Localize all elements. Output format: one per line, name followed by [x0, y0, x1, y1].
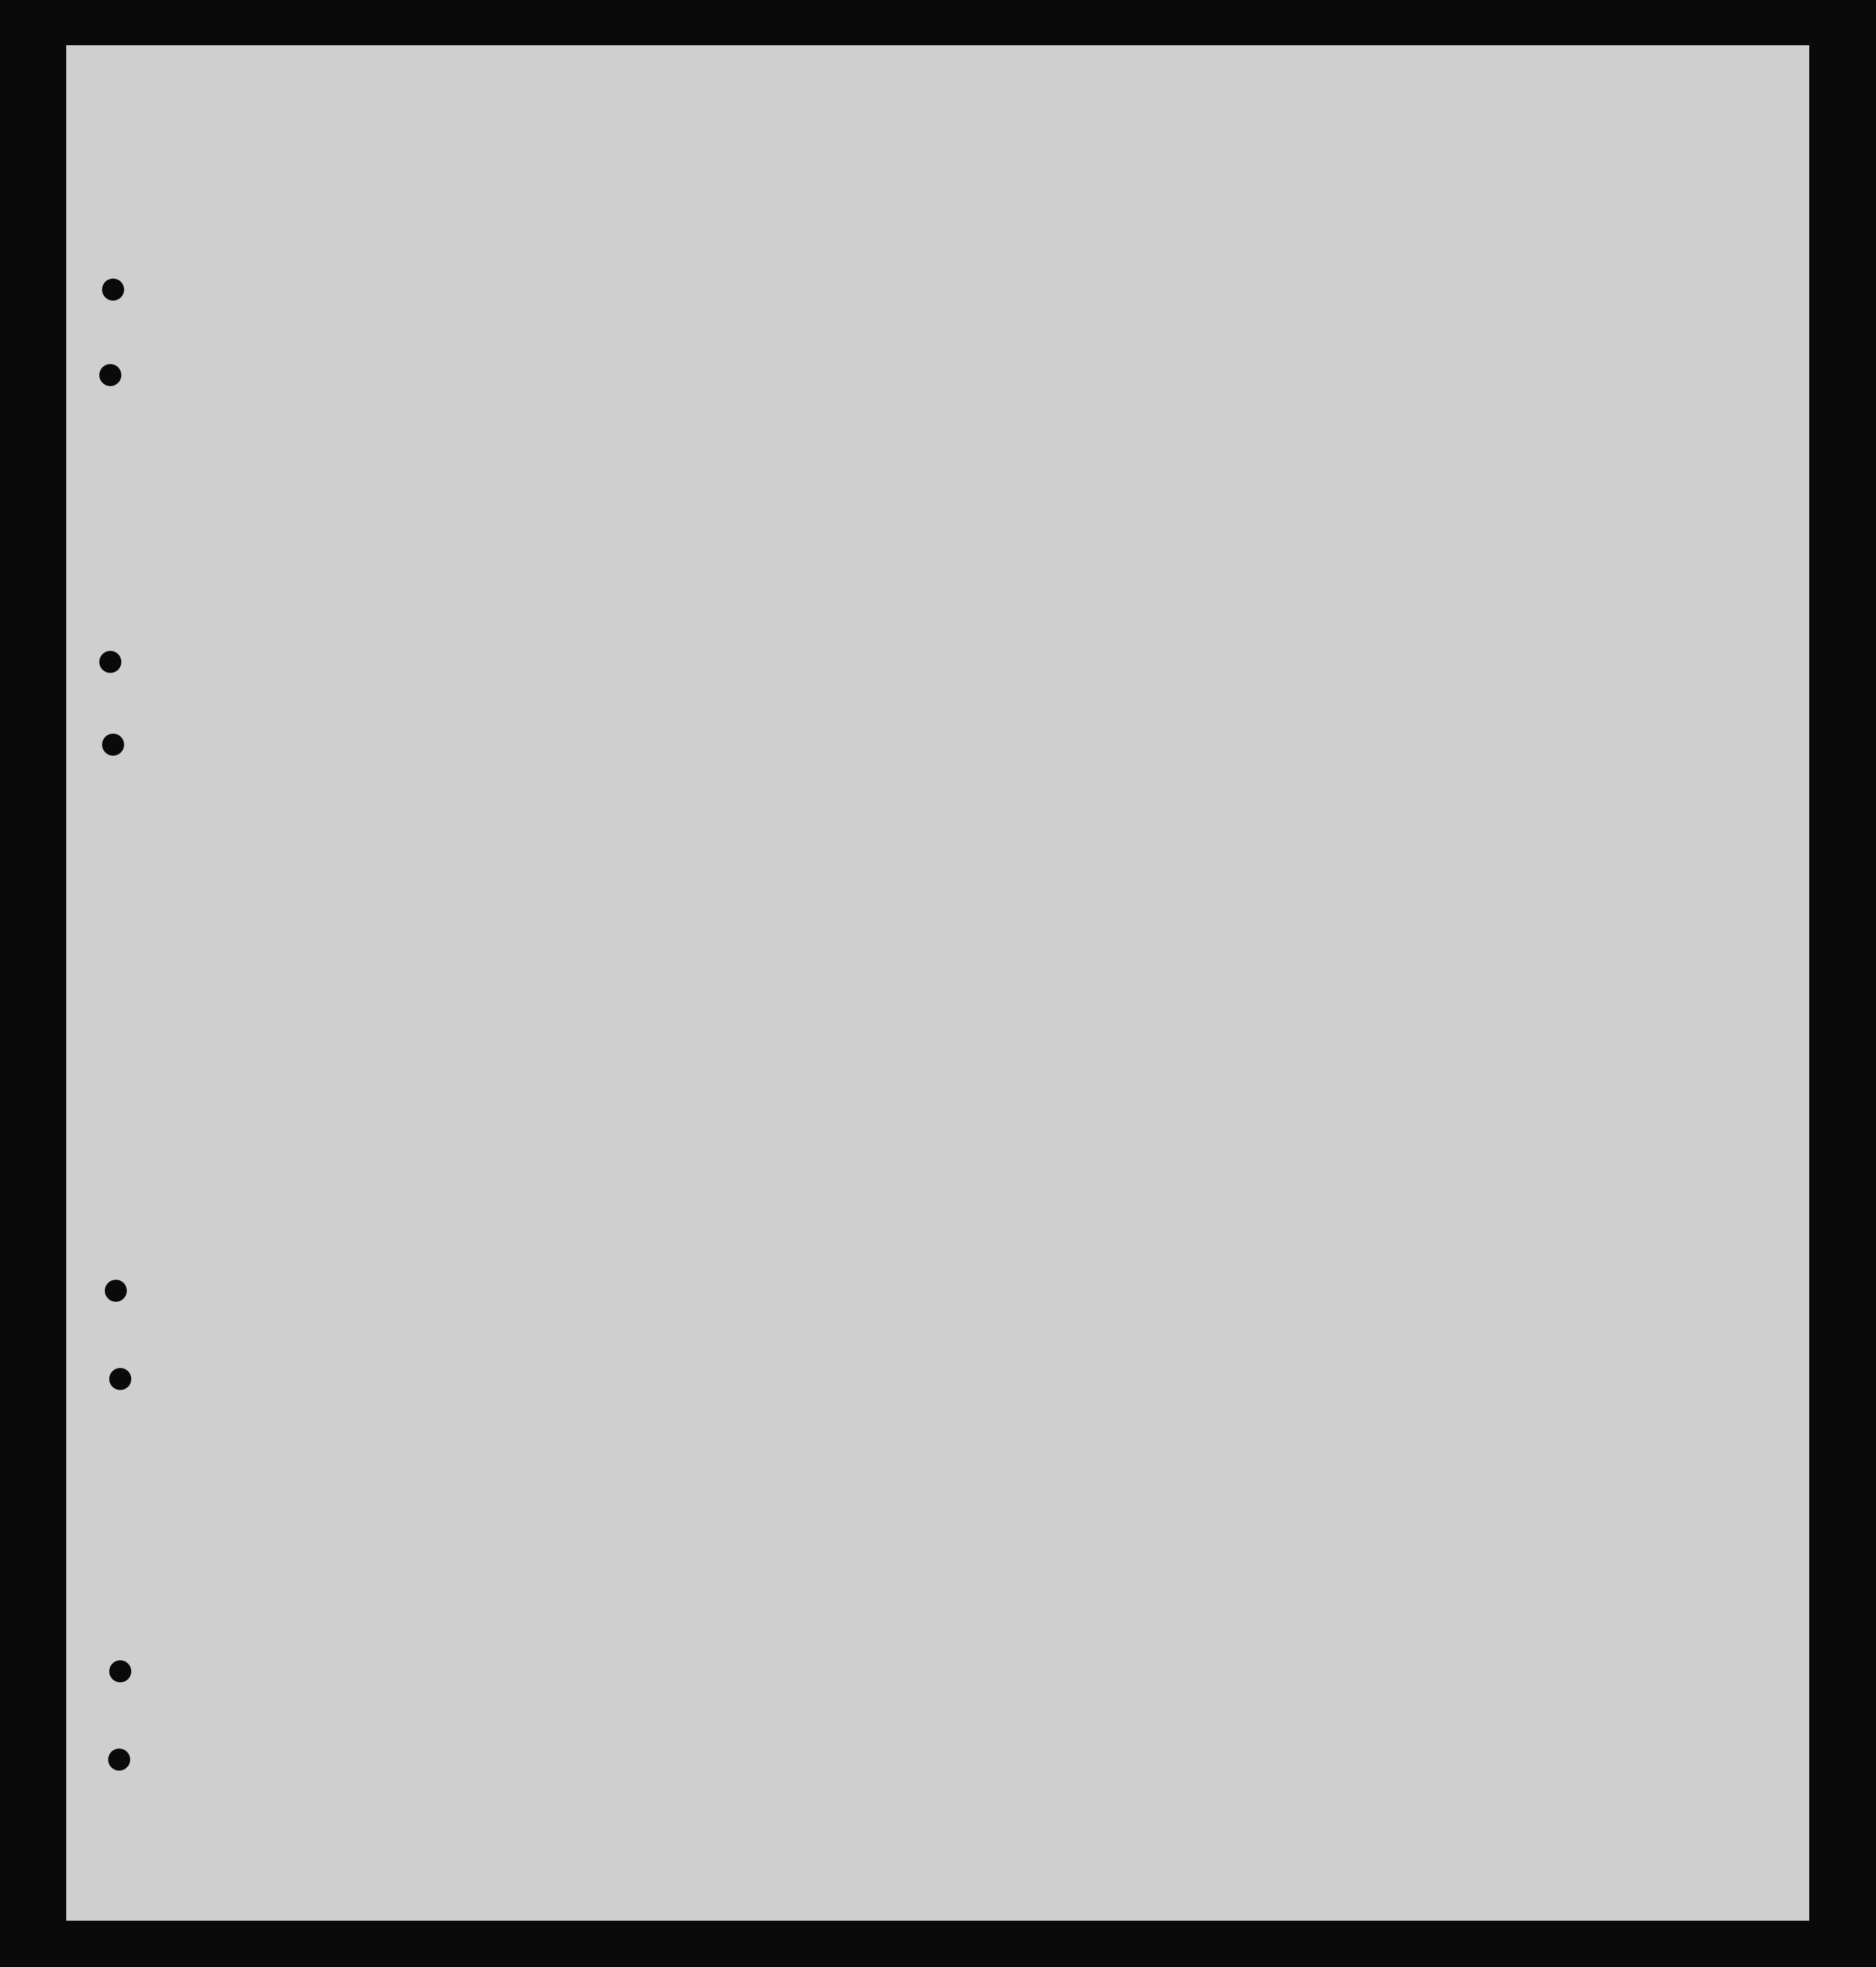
punch-hole: [102, 734, 124, 756]
punch-hole: [105, 1280, 127, 1302]
punch-hole: [99, 364, 121, 386]
punch-hole: [109, 1660, 131, 1682]
punch-hole: [102, 279, 124, 301]
punch-hole: [108, 1749, 130, 1771]
punch-hole: [109, 1368, 131, 1390]
punch-hole: [99, 651, 121, 673]
